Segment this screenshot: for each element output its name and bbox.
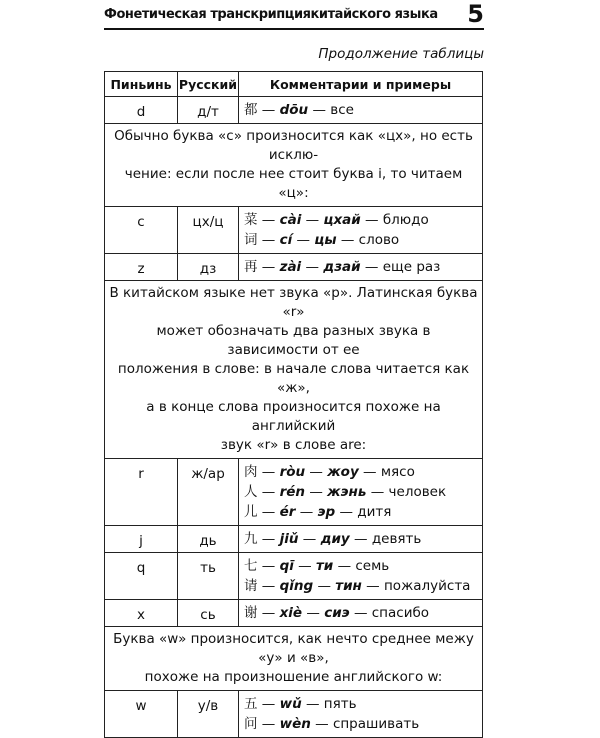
table-row (105, 526, 483, 553)
example-line: 五 — wǔ — пять (244, 696, 357, 712)
translation: дитя (357, 504, 392, 520)
translation: слово (358, 232, 400, 248)
page-header (104, 0, 484, 30)
translation: человек (388, 484, 447, 500)
note-row (105, 124, 483, 207)
translation: блюдо (382, 212, 429, 228)
page-number: 5 (467, 0, 484, 28)
russian-transcription: цхай (323, 212, 361, 228)
russian-cell: сь (178, 600, 239, 627)
pinyin-cell: q (105, 553, 178, 600)
examples-cell (239, 254, 483, 281)
pinyin-transcription: rén (279, 484, 306, 500)
pinyin-transcription: zài (279, 259, 302, 275)
pinyin-transcription: wǔ (279, 696, 302, 712)
russian-cell: ть (178, 553, 239, 600)
hanzi-character: 人 (244, 484, 258, 500)
example-line: 问 — wèn — спрашивать (244, 716, 420, 732)
table-row (105, 553, 483, 600)
translation: мясо (380, 464, 415, 480)
note-text: Буква «w» произносится, как нечто среднее межу «у» и «в», похоже на произношение английского w: (105, 627, 483, 691)
examples-cell (239, 97, 483, 124)
russian-transcription: жоу (327, 464, 359, 480)
translation: спасибо (371, 605, 430, 621)
hanzi-character: 请 (244, 578, 258, 594)
example-line: 肉 — ròu — жоу — мясо (244, 464, 415, 480)
table-continuation-label: Продолжение таблицы (318, 46, 484, 62)
example-line: 再 — zài — дзай — еще раз (244, 259, 441, 275)
table-row (105, 691, 483, 738)
russian-cell: дь (178, 526, 239, 553)
column-header-comments: Комментарии и примеры (239, 72, 483, 97)
table-body (105, 97, 483, 738)
column-header-pinyin: Пиньинь (105, 72, 178, 97)
pinyin-transcription: cí (279, 232, 293, 248)
hanzi-character: 谢 (244, 605, 258, 621)
examples-cell (239, 459, 483, 526)
pinyin-transcription: jiǔ (279, 531, 299, 547)
example-line: 词 — cí — цы — слово (244, 232, 400, 248)
hanzi-character: 都 (244, 102, 258, 118)
hanzi-character: 问 (244, 716, 258, 732)
example-line: 人 — rén — жэнь — человек (244, 484, 447, 500)
table-row (105, 254, 483, 281)
example-line: 菜 — cài — цхай — блюдо (244, 212, 429, 228)
pinyin-transcription: ròu (279, 464, 306, 480)
examples-cell (239, 553, 483, 600)
translation: пожалуйста (383, 578, 471, 594)
table-row (105, 97, 483, 124)
note-text: Обычно буква «c» произносится как «цх», но есть исклю- чение: если после нее стоит буква i, то читаем «ц»: (105, 124, 483, 207)
pinyin-transcription: wèn (279, 716, 311, 732)
note-row (105, 281, 483, 459)
hanzi-character: 九 (244, 531, 258, 547)
russian-transcription: цы (314, 232, 337, 248)
pinyin-cell: d (105, 97, 178, 124)
pinyin-cell: j (105, 526, 178, 553)
russian-cell: ж/ар (178, 459, 239, 526)
pinyin-transcription: xiè (279, 605, 303, 621)
header-title: Фонетическая транскрипциякитайского языка (104, 7, 438, 22)
hanzi-character: 词 (244, 232, 258, 248)
pinyin-cell: c (105, 207, 178, 254)
hanzi-character: 五 (244, 696, 258, 712)
pinyin-transcription: cài (279, 212, 302, 228)
example-line: 七 — qī — ти — семь (244, 558, 390, 574)
translation: девять (371, 531, 422, 547)
example-line: 都 — dōu — все (244, 102, 354, 118)
hanzi-character: 七 (244, 558, 258, 574)
russian-transcription: ти (315, 558, 334, 574)
russian-cell: д/т (178, 97, 239, 124)
examples-cell (239, 600, 483, 627)
translation: пять (323, 696, 357, 712)
russian-transcription: сиэ (324, 605, 350, 621)
hanzi-character: 儿 (244, 504, 258, 520)
pinyin-cell: w (105, 691, 178, 738)
translation: семь (355, 558, 390, 574)
table-row (105, 600, 483, 627)
russian-transcription: эр (317, 504, 336, 520)
hanzi-character: 肉 (244, 464, 258, 480)
russian-cell: дз (178, 254, 239, 281)
russian-cell: у/в (178, 691, 239, 738)
translation: еще раз (382, 259, 441, 275)
pinyin-transcription: ér (279, 504, 296, 520)
example-line: 九 — jiǔ — диу — девять (244, 531, 422, 547)
russian-transcription: жэнь (327, 484, 367, 500)
translation: все (330, 102, 354, 118)
example-line: 儿 — ér — эр — дитя (244, 504, 392, 520)
examples-cell (239, 526, 483, 553)
phonetic-table (104, 71, 483, 738)
examples-cell (239, 207, 483, 254)
russian-transcription: дзай (323, 259, 361, 275)
table-header-row (105, 72, 483, 97)
note-text: В китайском языке нет звука «р». Латинская буква «r» может обозначать два разных звука в зависимости от ее положения в слове: в начале слова читается как «ж», а в конце слова произносится похоже на английский звук «r» в слове are: (105, 281, 483, 459)
examples-cell (239, 691, 483, 738)
pinyin-cell: r (105, 459, 178, 526)
column-header-russian: Русский (178, 72, 239, 97)
translation: спрашивать (332, 716, 420, 732)
table-row (105, 459, 483, 526)
russian-cell: цх/ц (178, 207, 239, 254)
pinyin-transcription: dōu (279, 102, 309, 118)
russian-transcription: диу (320, 531, 350, 547)
pinyin-cell: z (105, 254, 178, 281)
note-row (105, 627, 483, 691)
example-line: 请 — qǐng — тин — пожалуйста (244, 578, 471, 594)
hanzi-character: 菜 (244, 212, 258, 228)
pinyin-transcription: qǐng (279, 578, 314, 594)
pinyin-cell: x (105, 600, 178, 627)
russian-transcription: тин (335, 578, 362, 594)
hanzi-character: 再 (244, 259, 258, 275)
pinyin-transcription: qī (279, 558, 294, 574)
table-row (105, 207, 483, 254)
example-line: 谢 — xiè — сиэ — спасибо (244, 605, 430, 621)
